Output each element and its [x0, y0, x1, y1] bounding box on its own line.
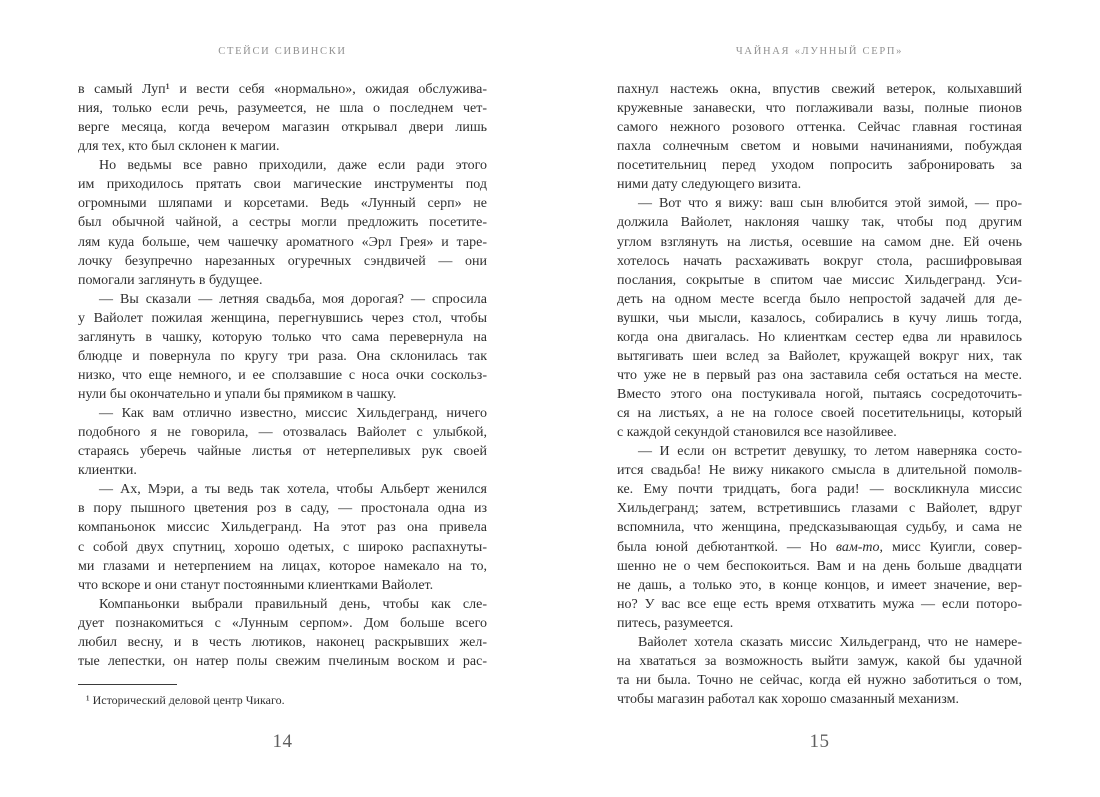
text-line: посетительниц перед уходом попросить забронировать за	[617, 158, 1022, 174]
text-line: в самый Луп¹ и вести себя «нормально», ожидая обслужива-	[78, 82, 487, 97]
text-line: ке. Ему почти тридцать, бога ради! — воскликнула миссис	[617, 482, 1022, 498]
text-line: пахла солнечным светом и новыми начинаниями, побуждая	[617, 139, 1022, 155]
text-line: клиентки.	[78, 463, 137, 479]
text-line: нули бы окончательно и упали бы прямиком в чашку.	[78, 387, 397, 402]
text-line: им приходилось прятать свои магические инструменты под	[78, 177, 487, 193]
text-line: что вскоре и они станут постоянными клиентками Вайолет.	[78, 577, 434, 593]
text-line: питесь, разумеется.	[617, 615, 734, 631]
footnote-block	[78, 684, 487, 708]
text-line: — Ах, Мэри, а ты ведь так хотела, чтобы Альберт женился	[99, 482, 487, 498]
text-line: помогали заглянуть в будущее.	[78, 272, 263, 288]
text-line: Хильдегранд; затем, встретившись глазами с Вайолет, вдруг	[617, 501, 1022, 517]
text-line: с собой двух спутниц, хорошо одетых, с широко распахнуты-	[78, 539, 487, 555]
text-line: для тех, кто был склонен к магии.	[78, 139, 280, 155]
text-line: стараясь уберечь чайные листья от нетерпеливых рук своей	[78, 444, 487, 460]
text-line: блюдце и повернула по кругу три раза. Она склонилась так	[78, 348, 487, 364]
text-line: — Как вам отлично известно, миссис Хильдегранд, ничего	[99, 406, 487, 422]
text-line: не дашь, а только это, в конце концов, и имеет значение, вер-	[617, 577, 1022, 593]
footnote-text: ¹ Исторический деловой центр Чикаго.	[86, 692, 285, 707]
text-line: в пору пышного цветения роз в саду, — простонала одна из	[78, 501, 487, 517]
text-line: Вайолет хотела сказать миссис Хильдегранд, что не намере-	[638, 634, 1022, 650]
text-line: низко, что еще немного, и ее сползавшие с носа очки соскольз-	[78, 367, 487, 383]
text-line: Но ведьмы все равно приходили, даже если ради этого	[99, 158, 487, 174]
text-line: та ни была. Точно не сейчас, когда ей нужно заботиться о том,	[617, 672, 1022, 688]
text-line: тые лепестки, он натер полы свежим пчелиным воском и рас-	[78, 653, 487, 669]
left-page-body	[78, 80, 487, 708]
text-line: заглянуть в чашку, которую только что сама перевернула на	[78, 329, 487, 345]
text-line: вытягивать шеи вслед за Вайолет, кружащей вокруг них, так	[617, 348, 1022, 364]
text-line: деть на одном месте всегда было непростой задачей для де-	[617, 291, 1022, 307]
text-line: с каждой секундой становился все назойливее.	[617, 425, 897, 441]
text-line: ними дату следующего визита.	[617, 177, 802, 193]
footnote-rule	[78, 684, 177, 685]
text-line: шенно не о чем беспокоиться. Вам и на день больше двадцати	[617, 558, 1022, 574]
text-line: что уже не в первый раз она заставила себя остаться на месте.	[617, 367, 1022, 383]
page-number-left: 14	[272, 731, 293, 752]
text-line: был обычной чайной, а сестры могли предложить посетите-	[78, 215, 487, 231]
text-line: дует познакомиться с «Лунным серпом». Дом больше всего	[78, 615, 487, 631]
running-header-right: ЧАЙНАЯ «ЛУННЫЙ СЕРП»	[735, 46, 904, 57]
text-line: углом взглянуть на листья, осевшие на самом дне. Ей очень	[617, 234, 1022, 250]
text-line: пахнул настежь окна, впустив свежий ветерок, колыхавший	[617, 82, 1022, 97]
text-line: любил весну, и в честь лютиков, наконец раскрывших жел-	[78, 634, 487, 650]
text-line: кружевные занавески, что поглаживали вазы, полные пионов	[617, 101, 1022, 117]
text-line: вушки, чьи мысли, казалось, собирались в кучу лишь тогда,	[617, 310, 1022, 326]
text-line: Вместо этого она постукивала ногой, пытаясь сосредоточить-	[617, 387, 1022, 402]
text-line: но? У вас все еще есть время отхватить мужа — если поторо-	[617, 596, 1022, 612]
text-line: лям куда больше, чем чашечку ароматного «Эрл Грея» и таре-	[78, 234, 487, 250]
text-line: ми глазами и нетерпением на лицах, которое намекало на то,	[78, 558, 487, 574]
text-line: ся на листьях, а не на голосе своей посетительницы, который	[617, 406, 1022, 422]
text-line: огромными шляпами и корсетами. Ведь «Лунный серп» не	[78, 196, 487, 212]
text-line: на хвататься за возможность выйти замуж, какой бы удачной	[617, 653, 1022, 669]
text-line: чтобы магазин работал как хорошо смазанный механизм.	[617, 692, 959, 707]
text-line: ния, только если речь, разумеется, не шла о последнем чет-	[78, 101, 487, 117]
text-line: компаньонок миссис Хильдегранд. На этот раз она привела	[78, 520, 487, 536]
text-line: хотелось начать расхаживать вокруг стола, расшифровывая	[617, 253, 1022, 269]
text-line: — Вот что я вижу: ваш сын влюбится этой зимой, — про-	[638, 196, 1022, 212]
text-line: верге месяца, когда вечером магазин открывал двери лишь	[78, 120, 487, 136]
text-line: — Вы сказали — летняя свадьба, моя дорогая? — спросила	[99, 291, 487, 307]
text-line: самого нежного розового оттенка. Сейчас главная гостиная	[617, 120, 1022, 136]
text-line: должила Вайолет, наклоняя чашку так, чтобы под другим	[617, 215, 1022, 231]
right-page-body	[617, 80, 1022, 709]
text-line: — И если он встретит девушку, то летом наверняка состо-	[638, 444, 1022, 460]
text-line: вспомнила, что женщина, предсказывающая судьбу, и сама не	[617, 520, 1022, 536]
text-line: у Вайолет пожилая женщина, перегнувшись через стол, чтобы	[78, 310, 487, 326]
running-header-left: СТЕЙСИ СИВИНСКИ	[218, 46, 347, 57]
text-line: Компаньонки выбрали правильный день, чтобы как сле-	[99, 596, 487, 612]
text-line: послания, сокрытые в спитом чае миссис Хильдегранд. Уси-	[617, 272, 1022, 288]
text-line: ится свадьба! Не вижу никакого смысла в длительной помолв-	[617, 463, 1022, 479]
text-line: была юной дебютанткой. — Но вам-то, мисс Куигли, совер-	[617, 539, 1022, 555]
text-line: когда она двигалась. Но клиенткам сестер едва ли нравилось	[617, 329, 1022, 345]
text-line: подобного я не говорила, — отозвалась Вайолет с улыбкой,	[78, 425, 487, 441]
text-line: лочку безупречно нарезанных огуречных сэндвичей — они	[78, 253, 487, 269]
page-number-right: 15	[809, 731, 830, 752]
